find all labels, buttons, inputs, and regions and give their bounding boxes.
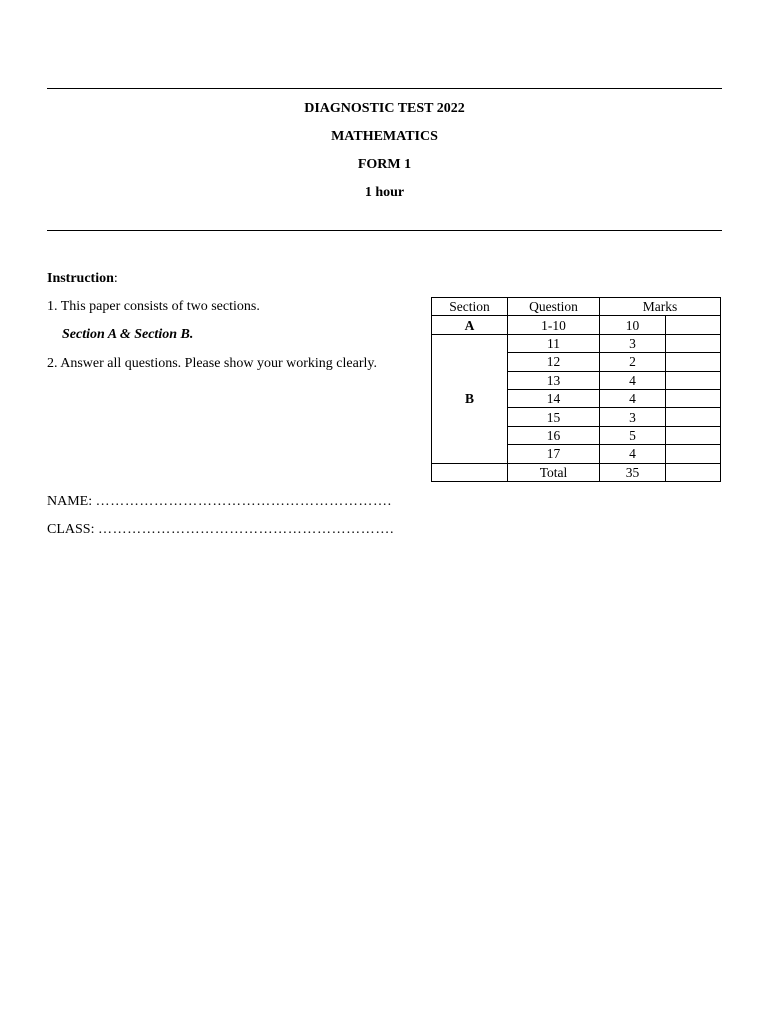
score-cell[interactable] bbox=[666, 389, 721, 407]
marks-table bbox=[431, 297, 721, 482]
question-cell: 11 bbox=[508, 334, 600, 352]
class-field[interactable] bbox=[47, 522, 394, 538]
name-dots: ……………………………………………………. bbox=[95, 494, 392, 509]
instruction-item-2: 2. Answer all questions. Please show your working clearly. bbox=[47, 356, 377, 371]
name-label: NAME: bbox=[47, 494, 93, 509]
section-a-marks: 10 bbox=[600, 316, 666, 334]
exam-title: DIAGNOSTIC TEST 2022 bbox=[304, 101, 465, 116]
header-top-rule bbox=[47, 88, 722, 89]
score-cell[interactable] bbox=[666, 426, 721, 444]
marks-cell: 4 bbox=[600, 371, 666, 389]
class-dots: ……………………………………………………. bbox=[97, 522, 395, 537]
score-cell[interactable] bbox=[666, 353, 721, 371]
section-a-question: 1-10 bbox=[508, 316, 600, 334]
table-total-row bbox=[432, 463, 721, 481]
header-question: Question bbox=[508, 298, 600, 316]
instruction-heading bbox=[47, 271, 118, 287]
section-a-label: A bbox=[432, 316, 508, 334]
header-section: Section bbox=[432, 298, 508, 316]
table-header-row bbox=[432, 298, 721, 316]
instruction-item-1-sub: Section A & Section B. bbox=[62, 327, 194, 342]
instruction-heading-colon: : bbox=[113, 271, 118, 286]
total-label: Total bbox=[508, 463, 600, 481]
question-cell: 15 bbox=[508, 408, 600, 426]
score-cell[interactable] bbox=[666, 371, 721, 389]
marks-cell: 2 bbox=[600, 353, 666, 371]
total-marks: 35 bbox=[600, 463, 666, 481]
exam-form: FORM 1 bbox=[357, 157, 412, 172]
marks-cell: 5 bbox=[600, 426, 666, 444]
total-score-cell[interactable] bbox=[666, 463, 721, 481]
marks-cell: 4 bbox=[600, 389, 666, 407]
header-marks: Marks bbox=[600, 298, 721, 316]
marks-cell: 4 bbox=[600, 445, 666, 463]
class-label: CLASS: bbox=[47, 522, 95, 537]
score-cell[interactable] bbox=[666, 408, 721, 426]
instruction-heading-text: Instruction bbox=[47, 271, 114, 286]
score-cell[interactable] bbox=[666, 334, 721, 352]
question-cell: 12 bbox=[508, 353, 600, 371]
question-cell: 13 bbox=[508, 371, 600, 389]
section-b-label: B bbox=[432, 334, 508, 463]
table-row bbox=[432, 334, 721, 352]
marks-cell: 3 bbox=[600, 408, 666, 426]
exam-subject: MATHEMATICS bbox=[331, 129, 438, 144]
score-cell[interactable] bbox=[666, 445, 721, 463]
question-cell: 16 bbox=[508, 426, 600, 444]
table-row bbox=[432, 316, 721, 334]
question-cell: 14 bbox=[508, 389, 600, 407]
header-bottom-rule bbox=[47, 230, 722, 231]
section-a-score-cell[interactable] bbox=[666, 316, 721, 334]
exam-duration: 1 hour bbox=[364, 185, 405, 200]
total-empty-cell bbox=[432, 463, 508, 481]
question-cell: 17 bbox=[508, 445, 600, 463]
name-field[interactable] bbox=[47, 494, 392, 510]
marks-cell: 3 bbox=[600, 334, 666, 352]
instruction-item-1: 1. This paper consists of two sections. bbox=[47, 299, 260, 314]
